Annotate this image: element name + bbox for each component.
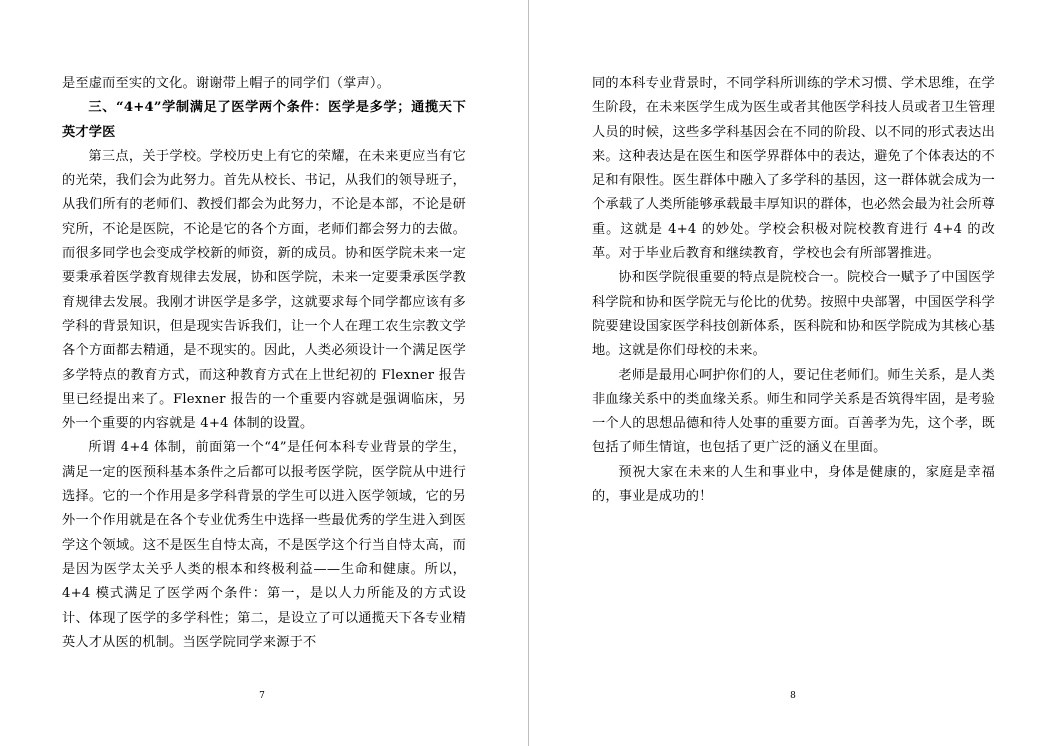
left-paragraph-4: 所谓 4+4 体制，前面第一个“4”是任何本科专业背景的学生，满足一定的医预科基本条件之后都可以报考医学院，医学院从中进行选择。它的一个作用是多学科背景的学生可以进入医学领域，它的另外一个作用就是在各个专业优秀生中选择一些最优秀的学生进入到医学这个领域。这不是医生自恃太高，不是医学这个行当自恃太高，而是因为医学太关乎人类的根本和终极利益——生命和健康。所以，4+4 模式满足了医学两个条件：第一，是以人力所能及的方式设计、体现了医学的多学科性；第二，是设立了可以通揽天下各专业精英人才从医的机制。当医学院同学来源于不 [62,440,466,650]
page-number-left: 7 [259,691,265,701]
section-heading: 三、“4+4”学制满足了医学两个条件：医学是多学；通揽天下英才学医 [62,100,466,140]
left-paragraph-3: 第三点，关于学校。学校历史上有它的荣耀，在未来更应当有它的光荣，我们会为此努力。首先从校长、书记，从我们的领导班子，从我们所有的老师们、教授们都会为此努力，不论是本部，不论是研究所，不论是医院，不论是它的各个方面，老师们都会努力的去做。而很多同学也会变成学校新的师资，新的成员。协和医学院未来一定要秉承着医学教育规律去发展，协和医学院，未来一定要秉承医学教育规律去发展。我刚才讲医学是多学，这就要求每个同学都应该有多学科的背景知识，但是现实告诉我们，让一个人在理工农生宗教文学各个方面都去精通，是不现实的。因此，人类必须设计一个满足医学多学特点的教育方式，而这种教育方式在上世纪初的 Flexner 报告里已经提出来了。Flexner 报告的一个重要内容就是强调临床，另外一个重要的内容就是 4+4 体制的设置。 [62,148,466,432]
right-paragraph-2: 协和医学院很重要的特点是院校合一。院校合一赋予了中国医学科学院和协和医学院无与伦比的优势。按照中央部署，中国医学科学院要建设国家医学科技创新体系，医科院和协和医学院成为其核心基地。这就是你们母校的未来。 [592,270,995,359]
left-page [62,72,466,692]
right-paragraph-4: 预祝大家在未来的人生和事业中，身体是健康的，家庭是幸福的，事业是成功的！ [592,464,995,505]
right-paragraph-3: 老师是最用心呵护你们的人，要记住老师们。师生关系，是人类非血缘关系中的类血缘关系。师生和同学关系是否筑得牢固，是考验一个人的思想品德和待人处事的重要方面。百善孝为先，这个孝，既包括了师生情谊，也包括了更广泛的涵义在里面。 [592,367,995,456]
right-page [592,72,995,692]
right-paragraph-1: 同的本科专业背景时，不同学科所训练的学术习惯、学术思维，在学生阶段，在未来医学生成为医生或者其他医学科技人员或者卫生管理人员的时候，这些多学科基因会在不同的阶段、以不同的形式表达出来。这种表达是在医生和医学界群体中的表达，避免了个体表达的不足和有限性。医生群体中融入了多学科的基因，这一群体就会成为一个承载了人类所能够承载最丰厚知识的群体，也必然会最为社会所尊重。这就是 4+4 的妙处。学校会积极对院校教育进行 4+4 的改革。对于毕业后教育和继续教育，学校也会有所部署推进。 [592,76,995,262]
left-paragraph-1: 是至虚而至实的文化。谢谢带上帽子的同学们（掌声）。 [62,76,391,91]
page-divider [528,0,529,746]
page-number-right: 8 [790,691,796,701]
